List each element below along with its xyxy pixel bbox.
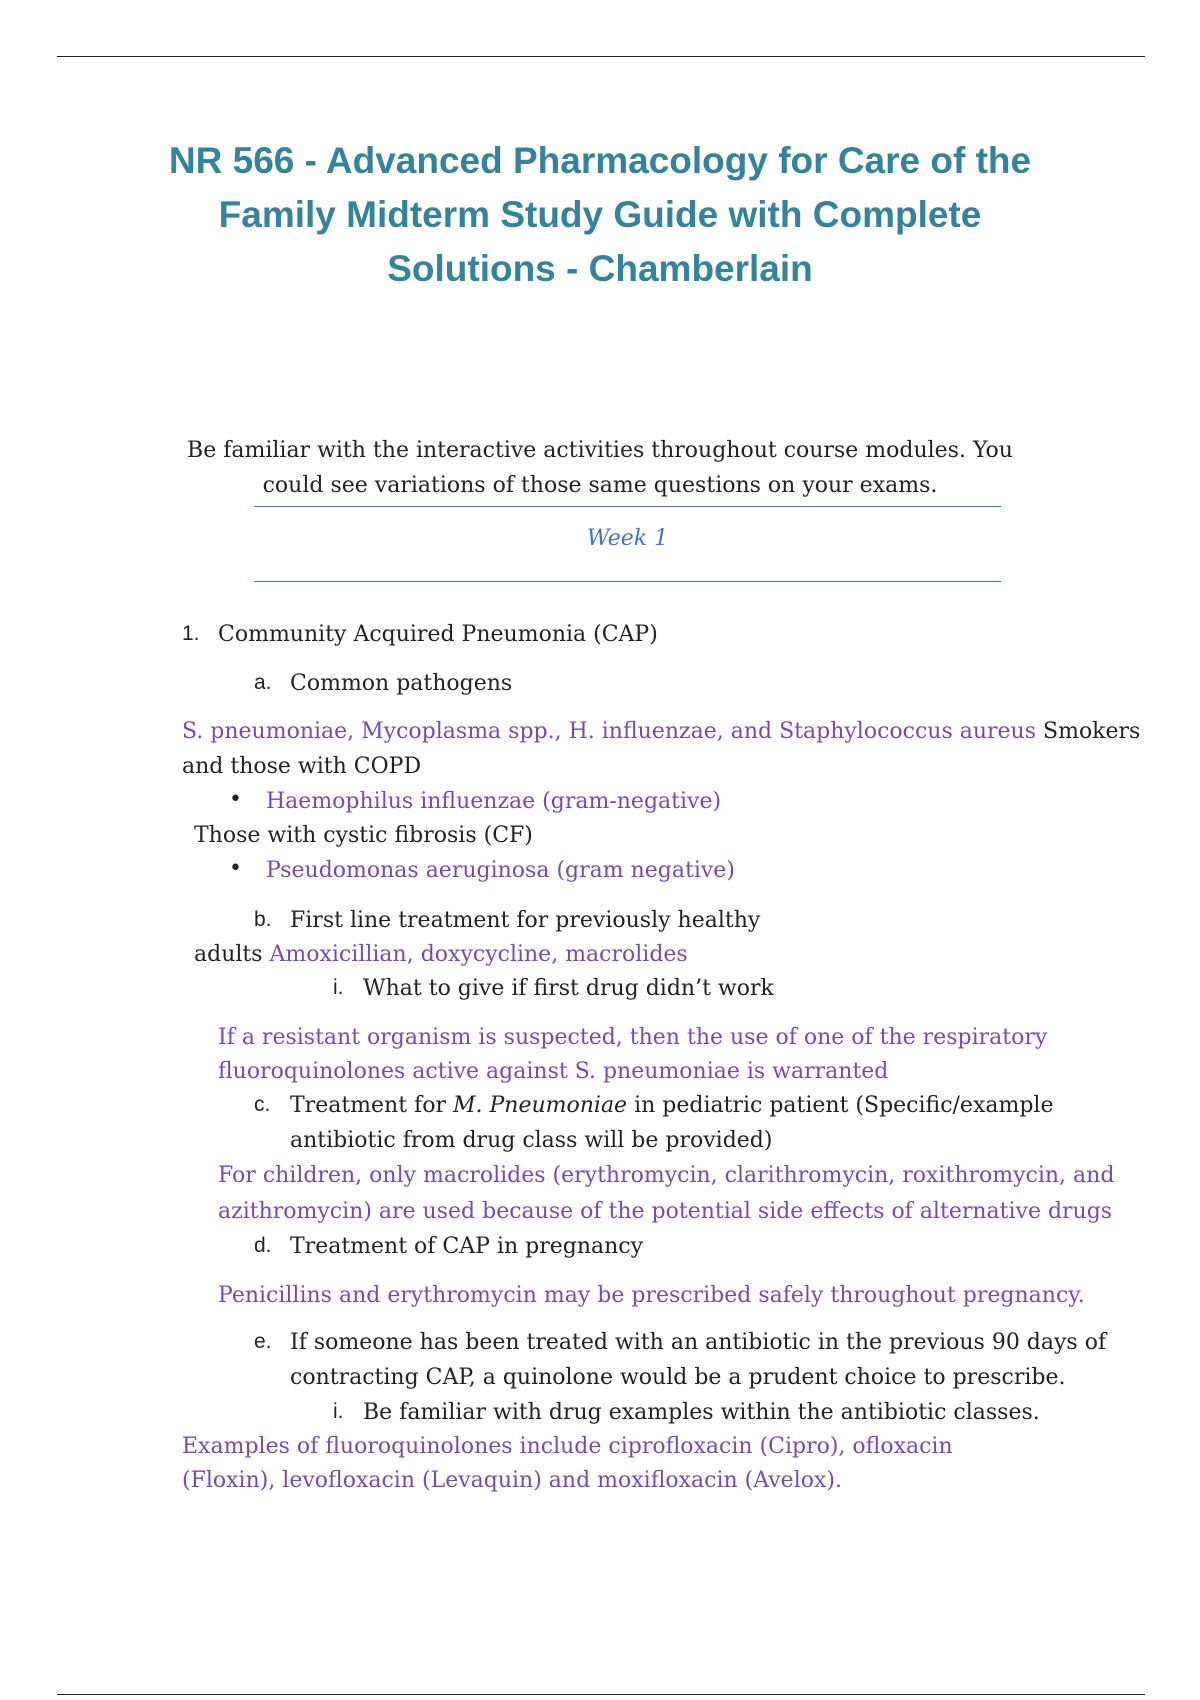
item-d-answer: Penicillins and erythromycin may be prescribed safely throughout pregnancy. [218, 1283, 1085, 1308]
item-c-prefix: Treatment for [290, 1093, 453, 1118]
item-b-line-2-prefix: adults [194, 942, 270, 967]
bottom-rule [57, 1694, 1145, 1695]
item-e-marker: e. [254, 1330, 272, 1353]
item-a-smokers: Smokers [1036, 719, 1141, 744]
item-b-answer-line-1: If a resistant organism is suspected, then the use of one of the respiratory [218, 1025, 1048, 1050]
item-b-answer-line-2: fluoroquinolones active against S. pneumoniae is warranted [218, 1059, 889, 1084]
bullet-icon: • [229, 856, 242, 881]
title-line-2: Family Midterm Study Guide with Complete [218, 194, 982, 235]
item-e-answer-line-1: Examples of fluoroquinolones include ciprofloxacin (Cipro), ofloxacin [182, 1434, 953, 1459]
item-a-bullet-1: Haemophilus influenzae (gram-negative) [266, 789, 722, 814]
item-b-line-2 [194, 940, 688, 970]
item-e-line-2: contracting CAP, a quinolone would be a prudent choice to prescribe. [290, 1365, 1066, 1390]
item-a-bullet-2: Pseudomonas aeruginosa (gram negative) [266, 858, 735, 883]
week-divider-top [254, 506, 1001, 507]
top-rule [57, 56, 1145, 57]
item-a-smokers-line2: and those with COPD [182, 754, 422, 779]
item-b-answer: Amoxicillian, doxycycline, macrolides [269, 942, 688, 967]
item-c-answer-line-2: azithromycin) are used because of the potential side effects of alternative drugs [218, 1199, 1113, 1224]
item-b-sub-marker: i. [333, 976, 344, 999]
item-a-answer-line [182, 717, 1140, 747]
week-heading: Week 1 [586, 526, 669, 551]
intro-line-2: could see variations of those same questions on your exams. [262, 473, 938, 498]
item-c-line-1 [290, 1091, 1053, 1121]
item-a-marker: a. [254, 671, 272, 694]
item-e-line-1: If someone has been treated with an antibiotic in the previous 90 days of [290, 1330, 1107, 1355]
item-c-marker: c. [254, 1093, 271, 1116]
item-b-sub-text: What to give if first drug didn’t work [363, 976, 774, 1001]
item-e-sub-text: Be familiar with drug examples within the antibiotic classes. [363, 1400, 1040, 1425]
item-e-answer-line-2: (Floxin), levofloxacin (Levaquin) and moxifloxacin (Avelox). [182, 1468, 842, 1493]
intro-paragraph [150, 433, 1050, 503]
item-a-cf-line: Those with cystic fibrosis (CF) [194, 823, 533, 848]
week-divider-bottom [254, 581, 1001, 582]
item-1-marker: 1. [182, 622, 200, 645]
item-d-text: Treatment of CAP in pregnancy [290, 1234, 644, 1259]
item-a-answer: S. pneumoniae, Mycoplasma spp., H. influenzae, and Staphylococcus aureus [182, 719, 1037, 744]
intro-line-1: Be familiar with the interactive activities throughout course modules. You [187, 438, 1013, 463]
item-c-line-2: antibiotic from drug class will be provided) [290, 1128, 773, 1153]
item-b-line-1: First line treatment for previously healthy [290, 908, 761, 933]
bullet-icon: • [229, 787, 242, 812]
item-a-text: Common pathogens [290, 671, 513, 696]
item-c-answer-line-1: For children, only macrolides (erythromycin, clarithromycin, roxithromycin, and [218, 1163, 1115, 1188]
item-1-text: Community Acquired Pneumonia (CAP) [218, 622, 658, 647]
item-c-suffix: in pediatric patient (Specific/example [627, 1093, 1054, 1118]
item-b-marker: b. [254, 908, 272, 931]
item-d-marker: d. [254, 1234, 272, 1257]
document-title [100, 134, 1100, 296]
item-c-italic: M. Pneumoniae [452, 1093, 628, 1118]
item-e-sub-marker: i. [333, 1400, 344, 1423]
title-line-1: NR 566 - Advanced Pharmacology for Care of the [168, 140, 1032, 181]
title-line-3: Solutions - Chamberlain [387, 248, 813, 289]
